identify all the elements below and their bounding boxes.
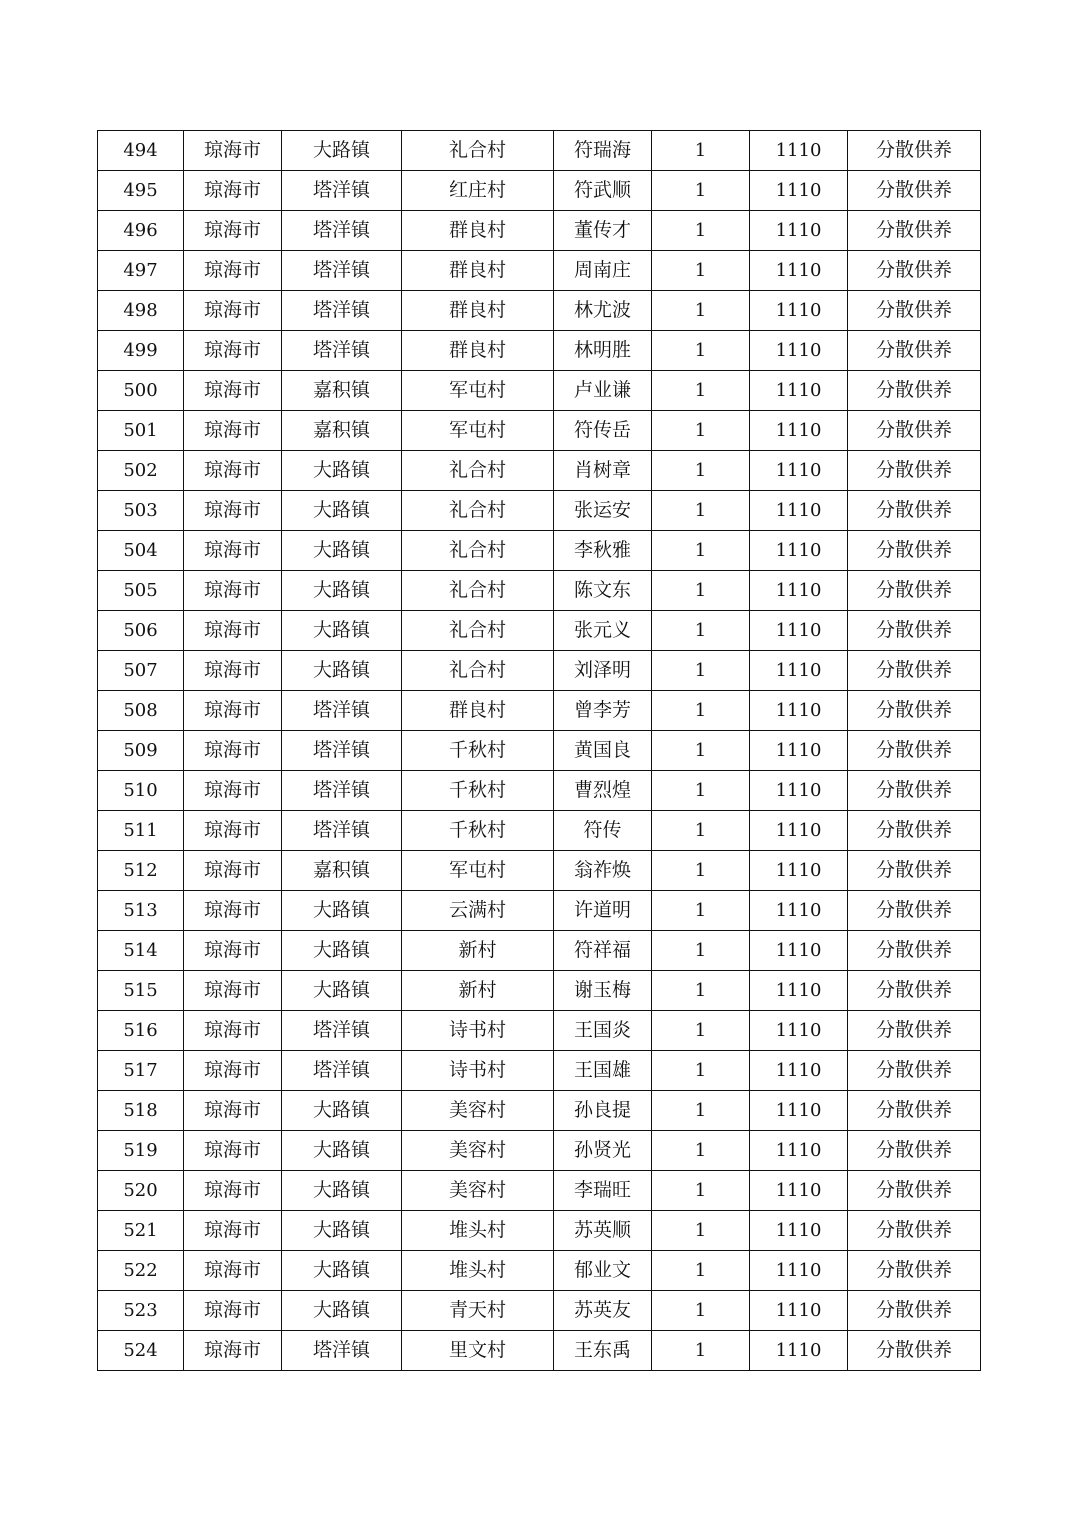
count-cell: 1 bbox=[652, 571, 750, 611]
town-cell: 塔洋镇 bbox=[282, 291, 402, 331]
city-cell: 琼海市 bbox=[184, 331, 282, 371]
count-cell: 1 bbox=[652, 291, 750, 331]
table-row bbox=[98, 1051, 981, 1091]
count-cell: 1 bbox=[652, 1011, 750, 1051]
serial-number-cell: 519 bbox=[98, 1131, 184, 1171]
city-cell: 琼海市 bbox=[184, 851, 282, 891]
table-row bbox=[98, 1171, 981, 1211]
amount-cell: 1110 bbox=[750, 131, 848, 171]
town-cell: 大路镇 bbox=[282, 651, 402, 691]
city-cell: 琼海市 bbox=[184, 1091, 282, 1131]
amount-cell: 1110 bbox=[750, 1091, 848, 1131]
serial-number-cell: 523 bbox=[98, 1291, 184, 1331]
city-cell: 琼海市 bbox=[184, 1251, 282, 1291]
name-cell: 林明胜 bbox=[554, 331, 652, 371]
serial-number-cell: 518 bbox=[98, 1091, 184, 1131]
table-row bbox=[98, 731, 981, 771]
village-cell: 诗书村 bbox=[402, 1011, 554, 1051]
city-cell: 琼海市 bbox=[184, 971, 282, 1011]
village-cell: 千秋村 bbox=[402, 731, 554, 771]
village-cell: 里文村 bbox=[402, 1331, 554, 1371]
name-cell: 肖树章 bbox=[554, 451, 652, 491]
serial-number-cell: 504 bbox=[98, 531, 184, 571]
city-cell: 琼海市 bbox=[184, 891, 282, 931]
name-cell: 曾李芳 bbox=[554, 691, 652, 731]
relief-recipients-table bbox=[97, 130, 981, 1371]
city-cell: 琼海市 bbox=[184, 251, 282, 291]
count-cell: 1 bbox=[652, 771, 750, 811]
count-cell: 1 bbox=[652, 611, 750, 651]
amount-cell: 1110 bbox=[750, 291, 848, 331]
count-cell: 1 bbox=[652, 531, 750, 571]
town-cell: 大路镇 bbox=[282, 451, 402, 491]
serial-number-cell: 500 bbox=[98, 371, 184, 411]
village-cell: 新村 bbox=[402, 971, 554, 1011]
support-type-cell: 分散供养 bbox=[848, 851, 981, 891]
support-type-cell: 分散供养 bbox=[848, 731, 981, 771]
name-cell: 苏英顺 bbox=[554, 1211, 652, 1251]
town-cell: 嘉积镇 bbox=[282, 371, 402, 411]
village-cell: 美容村 bbox=[402, 1171, 554, 1211]
amount-cell: 1110 bbox=[750, 851, 848, 891]
support-type-cell: 分散供养 bbox=[848, 211, 981, 251]
serial-number-cell: 505 bbox=[98, 571, 184, 611]
table-row bbox=[98, 651, 981, 691]
amount-cell: 1110 bbox=[750, 891, 848, 931]
table-row bbox=[98, 1331, 981, 1371]
count-cell: 1 bbox=[652, 811, 750, 851]
amount-cell: 1110 bbox=[750, 651, 848, 691]
city-cell: 琼海市 bbox=[184, 1131, 282, 1171]
support-type-cell: 分散供养 bbox=[848, 371, 981, 411]
town-cell: 嘉积镇 bbox=[282, 851, 402, 891]
table-row bbox=[98, 291, 981, 331]
count-cell: 1 bbox=[652, 171, 750, 211]
village-cell: 军屯村 bbox=[402, 851, 554, 891]
town-cell: 大路镇 bbox=[282, 931, 402, 971]
count-cell: 1 bbox=[652, 1211, 750, 1251]
amount-cell: 1110 bbox=[750, 1131, 848, 1171]
city-cell: 琼海市 bbox=[184, 451, 282, 491]
name-cell: 谢玉梅 bbox=[554, 971, 652, 1011]
town-cell: 塔洋镇 bbox=[282, 211, 402, 251]
table-row bbox=[98, 811, 981, 851]
town-cell: 大路镇 bbox=[282, 531, 402, 571]
table-row bbox=[98, 571, 981, 611]
city-cell: 琼海市 bbox=[184, 371, 282, 411]
amount-cell: 1110 bbox=[750, 1251, 848, 1291]
city-cell: 琼海市 bbox=[184, 1331, 282, 1371]
serial-number-cell: 511 bbox=[98, 811, 184, 851]
city-cell: 琼海市 bbox=[184, 1051, 282, 1091]
count-cell: 1 bbox=[652, 731, 750, 771]
support-type-cell: 分散供养 bbox=[848, 931, 981, 971]
support-type-cell: 分散供养 bbox=[848, 1291, 981, 1331]
count-cell: 1 bbox=[652, 651, 750, 691]
serial-number-cell: 503 bbox=[98, 491, 184, 531]
town-cell: 大路镇 bbox=[282, 971, 402, 1011]
town-cell: 塔洋镇 bbox=[282, 251, 402, 291]
table-row bbox=[98, 371, 981, 411]
amount-cell: 1110 bbox=[750, 731, 848, 771]
amount-cell: 1110 bbox=[750, 171, 848, 211]
village-cell: 美容村 bbox=[402, 1131, 554, 1171]
amount-cell: 1110 bbox=[750, 491, 848, 531]
amount-cell: 1110 bbox=[750, 211, 848, 251]
count-cell: 1 bbox=[652, 691, 750, 731]
serial-number-cell: 499 bbox=[98, 331, 184, 371]
village-cell: 军屯村 bbox=[402, 371, 554, 411]
serial-number-cell: 515 bbox=[98, 971, 184, 1011]
amount-cell: 1110 bbox=[750, 571, 848, 611]
count-cell: 1 bbox=[652, 891, 750, 931]
village-cell: 军屯村 bbox=[402, 411, 554, 451]
city-cell: 琼海市 bbox=[184, 611, 282, 651]
count-cell: 1 bbox=[652, 1251, 750, 1291]
city-cell: 琼海市 bbox=[184, 1011, 282, 1051]
city-cell: 琼海市 bbox=[184, 771, 282, 811]
table-row bbox=[98, 331, 981, 371]
table-row bbox=[98, 531, 981, 571]
support-type-cell: 分散供养 bbox=[848, 571, 981, 611]
name-cell: 董传才 bbox=[554, 211, 652, 251]
serial-number-cell: 520 bbox=[98, 1171, 184, 1211]
table-row bbox=[98, 451, 981, 491]
support-type-cell: 分散供养 bbox=[848, 1091, 981, 1131]
table-row bbox=[98, 1251, 981, 1291]
town-cell: 塔洋镇 bbox=[282, 691, 402, 731]
serial-number-cell: 509 bbox=[98, 731, 184, 771]
support-type-cell: 分散供养 bbox=[848, 891, 981, 931]
serial-number-cell: 494 bbox=[98, 131, 184, 171]
name-cell: 张运安 bbox=[554, 491, 652, 531]
city-cell: 琼海市 bbox=[184, 1171, 282, 1211]
village-cell: 礼合村 bbox=[402, 491, 554, 531]
table-row bbox=[98, 851, 981, 891]
name-cell: 苏英友 bbox=[554, 1291, 652, 1331]
serial-number-cell: 513 bbox=[98, 891, 184, 931]
name-cell: 许道明 bbox=[554, 891, 652, 931]
amount-cell: 1110 bbox=[750, 1011, 848, 1051]
village-cell: 云满村 bbox=[402, 891, 554, 931]
town-cell: 塔洋镇 bbox=[282, 331, 402, 371]
table-row bbox=[98, 971, 981, 1011]
town-cell: 大路镇 bbox=[282, 1131, 402, 1171]
village-cell: 诗书村 bbox=[402, 1051, 554, 1091]
count-cell: 1 bbox=[652, 331, 750, 371]
amount-cell: 1110 bbox=[750, 771, 848, 811]
name-cell: 王东禹 bbox=[554, 1331, 652, 1371]
village-cell: 礼合村 bbox=[402, 451, 554, 491]
serial-number-cell: 497 bbox=[98, 251, 184, 291]
town-cell: 塔洋镇 bbox=[282, 1331, 402, 1371]
support-type-cell: 分散供养 bbox=[848, 651, 981, 691]
name-cell: 孙贤光 bbox=[554, 1131, 652, 1171]
village-cell: 群良村 bbox=[402, 291, 554, 331]
count-cell: 1 bbox=[652, 251, 750, 291]
serial-number-cell: 510 bbox=[98, 771, 184, 811]
serial-number-cell: 496 bbox=[98, 211, 184, 251]
count-cell: 1 bbox=[652, 451, 750, 491]
amount-cell: 1110 bbox=[750, 691, 848, 731]
town-cell: 大路镇 bbox=[282, 1091, 402, 1131]
town-cell: 大路镇 bbox=[282, 491, 402, 531]
name-cell: 符瑞海 bbox=[554, 131, 652, 171]
support-type-cell: 分散供养 bbox=[848, 771, 981, 811]
town-cell: 塔洋镇 bbox=[282, 771, 402, 811]
amount-cell: 1110 bbox=[750, 331, 848, 371]
town-cell: 大路镇 bbox=[282, 1171, 402, 1211]
serial-number-cell: 524 bbox=[98, 1331, 184, 1371]
support-type-cell: 分散供养 bbox=[848, 411, 981, 451]
town-cell: 大路镇 bbox=[282, 571, 402, 611]
table-row bbox=[98, 691, 981, 731]
city-cell: 琼海市 bbox=[184, 651, 282, 691]
city-cell: 琼海市 bbox=[184, 131, 282, 171]
table-row bbox=[98, 1131, 981, 1171]
village-cell: 礼合村 bbox=[402, 131, 554, 171]
village-cell: 礼合村 bbox=[402, 531, 554, 571]
name-cell: 王国雄 bbox=[554, 1051, 652, 1091]
city-cell: 琼海市 bbox=[184, 731, 282, 771]
support-type-cell: 分散供养 bbox=[848, 451, 981, 491]
city-cell: 琼海市 bbox=[184, 1211, 282, 1251]
table-row bbox=[98, 771, 981, 811]
table-row bbox=[98, 1011, 981, 1051]
support-type-cell: 分散供养 bbox=[848, 691, 981, 731]
count-cell: 1 bbox=[652, 971, 750, 1011]
support-type-cell: 分散供养 bbox=[848, 1251, 981, 1291]
amount-cell: 1110 bbox=[750, 1211, 848, 1251]
support-type-cell: 分散供养 bbox=[848, 251, 981, 291]
village-cell: 礼合村 bbox=[402, 571, 554, 611]
support-type-cell: 分散供养 bbox=[848, 131, 981, 171]
village-cell: 群良村 bbox=[402, 211, 554, 251]
name-cell: 卢业谦 bbox=[554, 371, 652, 411]
town-cell: 大路镇 bbox=[282, 1251, 402, 1291]
count-cell: 1 bbox=[652, 1331, 750, 1371]
serial-number-cell: 501 bbox=[98, 411, 184, 451]
support-type-cell: 分散供养 bbox=[848, 331, 981, 371]
support-type-cell: 分散供养 bbox=[848, 1211, 981, 1251]
count-cell: 1 bbox=[652, 1051, 750, 1091]
town-cell: 大路镇 bbox=[282, 1211, 402, 1251]
village-cell: 红庄村 bbox=[402, 171, 554, 211]
town-cell: 大路镇 bbox=[282, 131, 402, 171]
town-cell: 大路镇 bbox=[282, 891, 402, 931]
amount-cell: 1110 bbox=[750, 971, 848, 1011]
village-cell: 千秋村 bbox=[402, 811, 554, 851]
town-cell: 塔洋镇 bbox=[282, 1051, 402, 1091]
town-cell: 大路镇 bbox=[282, 611, 402, 651]
serial-number-cell: 498 bbox=[98, 291, 184, 331]
table-row bbox=[98, 171, 981, 211]
village-cell: 新村 bbox=[402, 931, 554, 971]
amount-cell: 1110 bbox=[750, 1171, 848, 1211]
town-cell: 嘉积镇 bbox=[282, 411, 402, 451]
count-cell: 1 bbox=[652, 1091, 750, 1131]
city-cell: 琼海市 bbox=[184, 811, 282, 851]
city-cell: 琼海市 bbox=[184, 291, 282, 331]
count-cell: 1 bbox=[652, 131, 750, 171]
town-cell: 大路镇 bbox=[282, 1291, 402, 1331]
table-row bbox=[98, 1291, 981, 1331]
support-type-cell: 分散供养 bbox=[848, 1011, 981, 1051]
name-cell: 翁祚焕 bbox=[554, 851, 652, 891]
support-type-cell: 分散供养 bbox=[848, 491, 981, 531]
count-cell: 1 bbox=[652, 931, 750, 971]
village-cell: 礼合村 bbox=[402, 651, 554, 691]
name-cell: 符传 bbox=[554, 811, 652, 851]
name-cell: 符传岳 bbox=[554, 411, 652, 451]
name-cell: 符武顺 bbox=[554, 171, 652, 211]
amount-cell: 1110 bbox=[750, 1291, 848, 1331]
city-cell: 琼海市 bbox=[184, 491, 282, 531]
amount-cell: 1110 bbox=[750, 371, 848, 411]
name-cell: 曹烈煌 bbox=[554, 771, 652, 811]
village-cell: 堆头村 bbox=[402, 1211, 554, 1251]
serial-number-cell: 495 bbox=[98, 171, 184, 211]
table-row bbox=[98, 491, 981, 531]
support-type-cell: 分散供养 bbox=[848, 531, 981, 571]
serial-number-cell: 507 bbox=[98, 651, 184, 691]
city-cell: 琼海市 bbox=[184, 571, 282, 611]
serial-number-cell: 517 bbox=[98, 1051, 184, 1091]
village-cell: 礼合村 bbox=[402, 611, 554, 651]
table-row bbox=[98, 891, 981, 931]
village-cell: 群良村 bbox=[402, 251, 554, 291]
name-cell: 张元义 bbox=[554, 611, 652, 651]
support-type-cell: 分散供养 bbox=[848, 611, 981, 651]
name-cell: 王国炎 bbox=[554, 1011, 652, 1051]
amount-cell: 1110 bbox=[750, 1051, 848, 1091]
name-cell: 孙良提 bbox=[554, 1091, 652, 1131]
city-cell: 琼海市 bbox=[184, 691, 282, 731]
amount-cell: 1110 bbox=[750, 251, 848, 291]
table-row bbox=[98, 931, 981, 971]
village-cell: 群良村 bbox=[402, 691, 554, 731]
city-cell: 琼海市 bbox=[184, 531, 282, 571]
city-cell: 琼海市 bbox=[184, 411, 282, 451]
name-cell: 郁业文 bbox=[554, 1251, 652, 1291]
amount-cell: 1110 bbox=[750, 611, 848, 651]
table-row bbox=[98, 611, 981, 651]
town-cell: 塔洋镇 bbox=[282, 731, 402, 771]
serial-number-cell: 516 bbox=[98, 1011, 184, 1051]
name-cell: 符祥福 bbox=[554, 931, 652, 971]
support-type-cell: 分散供养 bbox=[848, 1331, 981, 1371]
town-cell: 塔洋镇 bbox=[282, 811, 402, 851]
count-cell: 1 bbox=[652, 1291, 750, 1331]
name-cell: 陈文东 bbox=[554, 571, 652, 611]
name-cell: 李瑞旺 bbox=[554, 1171, 652, 1211]
count-cell: 1 bbox=[652, 211, 750, 251]
name-cell: 黄国良 bbox=[554, 731, 652, 771]
support-type-cell: 分散供养 bbox=[848, 811, 981, 851]
city-cell: 琼海市 bbox=[184, 171, 282, 211]
amount-cell: 1110 bbox=[750, 531, 848, 571]
amount-cell: 1110 bbox=[750, 411, 848, 451]
table-row bbox=[98, 1211, 981, 1251]
serial-number-cell: 502 bbox=[98, 451, 184, 491]
table-row bbox=[98, 411, 981, 451]
serial-number-cell: 512 bbox=[98, 851, 184, 891]
table-row bbox=[98, 251, 981, 291]
village-cell: 千秋村 bbox=[402, 771, 554, 811]
table-row bbox=[98, 211, 981, 251]
amount-cell: 1110 bbox=[750, 931, 848, 971]
serial-number-cell: 522 bbox=[98, 1251, 184, 1291]
support-type-cell: 分散供养 bbox=[848, 971, 981, 1011]
village-cell: 群良村 bbox=[402, 331, 554, 371]
count-cell: 1 bbox=[652, 411, 750, 451]
serial-number-cell: 508 bbox=[98, 691, 184, 731]
village-cell: 美容村 bbox=[402, 1091, 554, 1131]
name-cell: 刘泽明 bbox=[554, 651, 652, 691]
support-type-cell: 分散供养 bbox=[848, 1171, 981, 1211]
amount-cell: 1110 bbox=[750, 811, 848, 851]
name-cell: 李秋雅 bbox=[554, 531, 652, 571]
amount-cell: 1110 bbox=[750, 1331, 848, 1371]
support-type-cell: 分散供养 bbox=[848, 291, 981, 331]
count-cell: 1 bbox=[652, 1171, 750, 1211]
village-cell: 青天村 bbox=[402, 1291, 554, 1331]
table-body bbox=[98, 131, 981, 1371]
town-cell: 塔洋镇 bbox=[282, 1011, 402, 1051]
count-cell: 1 bbox=[652, 1131, 750, 1171]
city-cell: 琼海市 bbox=[184, 211, 282, 251]
support-type-cell: 分散供养 bbox=[848, 1051, 981, 1091]
city-cell: 琼海市 bbox=[184, 931, 282, 971]
serial-number-cell: 521 bbox=[98, 1211, 184, 1251]
serial-number-cell: 514 bbox=[98, 931, 184, 971]
count-cell: 1 bbox=[652, 851, 750, 891]
amount-cell: 1110 bbox=[750, 451, 848, 491]
count-cell: 1 bbox=[652, 371, 750, 411]
count-cell: 1 bbox=[652, 491, 750, 531]
serial-number-cell: 506 bbox=[98, 611, 184, 651]
town-cell: 塔洋镇 bbox=[282, 171, 402, 211]
village-cell: 堆头村 bbox=[402, 1251, 554, 1291]
city-cell: 琼海市 bbox=[184, 1291, 282, 1331]
support-type-cell: 分散供养 bbox=[848, 1131, 981, 1171]
support-type-cell: 分散供养 bbox=[848, 171, 981, 211]
table-row bbox=[98, 1091, 981, 1131]
table-row bbox=[98, 131, 981, 171]
name-cell: 周南庄 bbox=[554, 251, 652, 291]
name-cell: 林尤波 bbox=[554, 291, 652, 331]
